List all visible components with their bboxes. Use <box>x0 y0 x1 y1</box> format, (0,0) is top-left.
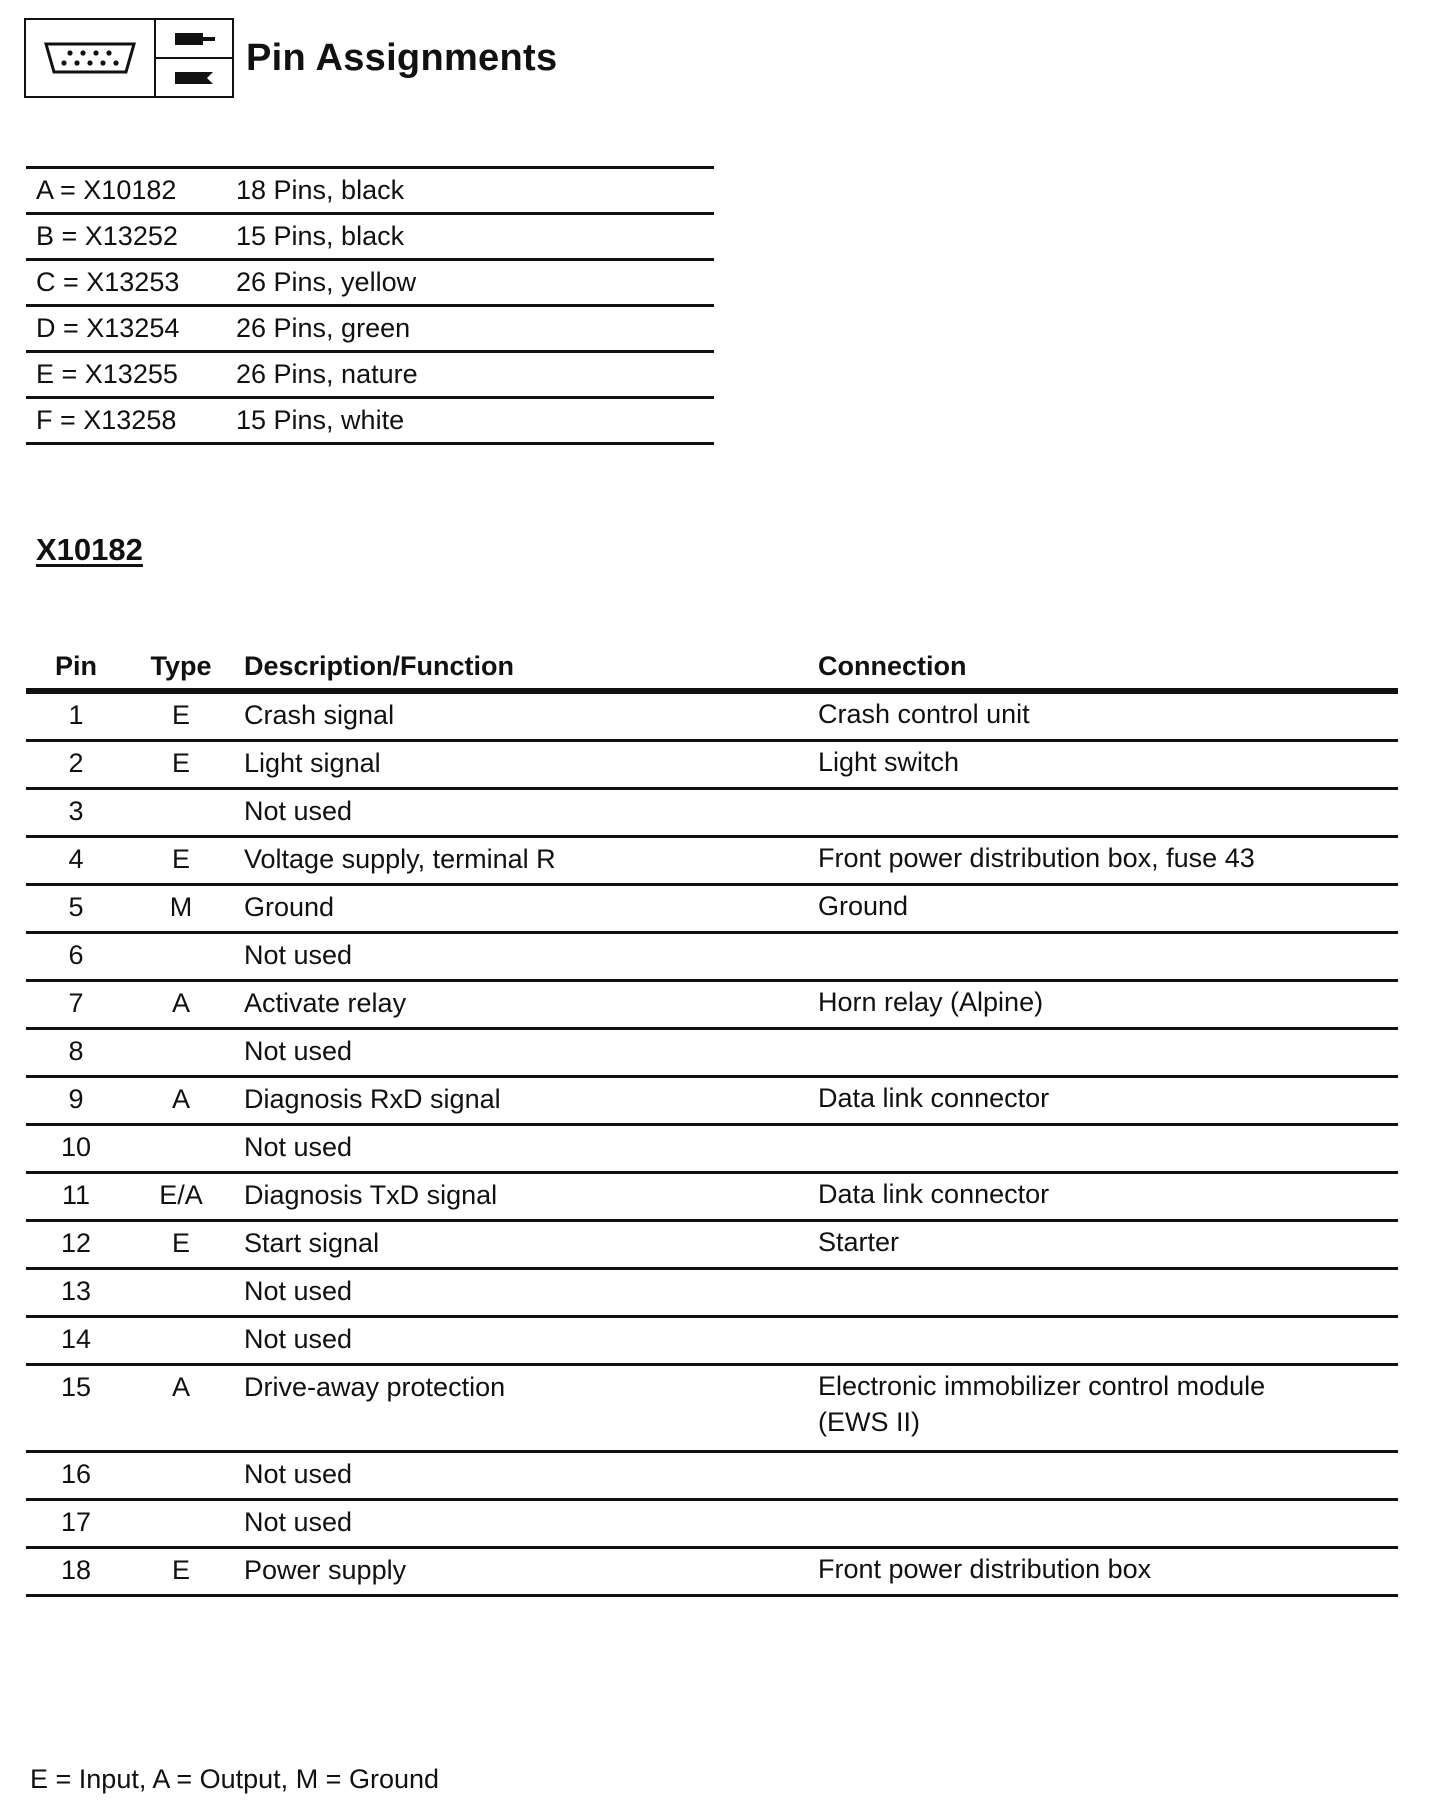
connector-icon <box>26 20 156 96</box>
pin-number: 3 <box>68 796 84 826</box>
table-row <box>26 1174 1398 1222</box>
connector-description: 26 Pins, nature <box>236 359 418 389</box>
pin-type: E <box>171 700 190 730</box>
connector-row <box>26 215 714 261</box>
pin-table <box>26 644 1398 1597</box>
pin-type <box>126 1501 236 1546</box>
pin-type <box>126 1030 236 1075</box>
pin-description: Ground <box>244 892 335 922</box>
table-row <box>26 790 1398 838</box>
pin-number: 11 <box>61 1180 91 1210</box>
pin-connection <box>818 1497 1398 1546</box>
pin-connection: Data link connector <box>818 1179 1050 1209</box>
header-pin: Pin <box>54 650 97 681</box>
pin-description: Not used <box>244 1036 353 1066</box>
table-row <box>26 934 1398 982</box>
table-row <box>26 694 1398 742</box>
connector-id: A = X10182 <box>36 175 177 205</box>
pin-type: A <box>171 1084 190 1114</box>
pin-number: 1 <box>68 700 84 730</box>
connector-row <box>26 169 714 215</box>
pin-number: 10 <box>60 1132 92 1162</box>
table-row <box>26 1030 1398 1078</box>
page-title: Pin Assignments <box>246 36 558 79</box>
pin-number: 2 <box>68 748 84 778</box>
table-row <box>26 1453 1398 1501</box>
pin-connection <box>818 786 1398 835</box>
pin-description: Not used <box>244 1459 353 1489</box>
pin-number: 12 <box>60 1228 92 1258</box>
pin-type: A <box>171 988 190 1018</box>
pin-type: E <box>171 748 190 778</box>
table-header <box>26 644 1398 694</box>
section-title: X10182 <box>36 532 143 567</box>
pin-description: Power supply <box>244 1555 407 1585</box>
table-row <box>26 982 1398 1030</box>
pin-number: 9 <box>68 1084 84 1114</box>
pin-connection <box>818 1026 1398 1075</box>
connector-description: 15 Pins, black <box>236 221 405 251</box>
header-description: Description/Function <box>244 650 514 681</box>
pin-number: 17 <box>60 1507 92 1537</box>
pin-connection <box>818 1266 1398 1315</box>
socket-icon <box>156 59 232 96</box>
pin-type: A <box>171 1372 190 1402</box>
connector-id: F = X13258 <box>36 405 177 435</box>
pin-number: 7 <box>68 988 84 1018</box>
pin-connection <box>818 930 1398 979</box>
pin-type: E/A <box>159 1180 203 1210</box>
page-header <box>24 16 557 100</box>
connector-row <box>26 353 714 399</box>
pin-connection: Light switch <box>818 747 960 777</box>
table-row <box>26 886 1398 934</box>
pin-connection: Front power distribution box <box>818 1554 1152 1584</box>
header-type: Type <box>150 650 212 681</box>
pin-type: E <box>171 1555 190 1585</box>
table-row <box>26 1270 1398 1318</box>
pin-connection: Horn relay (Alpine) <box>818 987 1044 1017</box>
pin-type: M <box>169 892 193 922</box>
pin-description: Not used <box>244 796 353 826</box>
pin-connection: Ground <box>818 891 909 921</box>
connector-id: B = X13252 <box>36 221 178 251</box>
pin-description: Not used <box>244 1324 353 1354</box>
connector-description: 26 Pins, green <box>236 313 411 343</box>
pin-description: Crash signal <box>244 700 395 730</box>
pin-type <box>126 1453 236 1498</box>
connector-id: C = X13253 <box>36 267 180 297</box>
pin-connection <box>818 1122 1398 1171</box>
table-row <box>26 1222 1398 1270</box>
pin-number: 14 <box>60 1324 92 1354</box>
pin-description: Not used <box>244 940 353 970</box>
pin-number: 15 <box>60 1372 92 1402</box>
connector-table <box>26 166 714 445</box>
connector-description: 15 Pins, white <box>236 405 405 435</box>
pin-type <box>126 1126 236 1171</box>
pin-type: E <box>171 1228 190 1258</box>
pin-number: 13 <box>60 1276 92 1306</box>
pin-type <box>126 1270 236 1315</box>
pin-connection <box>818 1314 1398 1363</box>
type-legend: E = Input, A = Output, M = Ground <box>30 1764 440 1794</box>
pin-description: Not used <box>244 1507 353 1537</box>
pin-connection: Crash control unit <box>818 699 1030 729</box>
pin-connection-line: (EWS II) <box>818 1407 920 1437</box>
pin-description: Diagnosis TxD signal <box>244 1180 498 1210</box>
pin-connection <box>818 1449 1398 1498</box>
pin-description: Voltage supply, terminal R <box>244 844 556 874</box>
pin-description: Drive-away protection <box>244 1372 506 1402</box>
plug-socket-icon <box>156 20 232 96</box>
pin-description: Start signal <box>244 1228 380 1258</box>
pin-description: Diagnosis RxD signal <box>244 1084 501 1114</box>
table-row <box>26 1318 1398 1366</box>
table-row <box>26 1126 1398 1174</box>
connector-row <box>26 307 714 353</box>
pin-description: Not used <box>244 1132 353 1162</box>
pin-number: 4 <box>68 844 84 874</box>
connector-id: E = X13255 <box>36 359 178 389</box>
pin-number: 6 <box>68 940 84 970</box>
plug-icon <box>156 20 232 59</box>
table-row <box>26 742 1398 790</box>
pin-type <box>126 934 236 979</box>
pin-number: 18 <box>60 1555 92 1585</box>
pin-connection <box>818 1362 1398 1450</box>
connector-description: 26 Pins, yellow <box>236 267 417 297</box>
pin-connection-line: Electronic immobilizer control module <box>818 1371 1266 1401</box>
pin-connection: Data link connector <box>818 1083 1050 1113</box>
table-row <box>26 1549 1398 1597</box>
pin-number: 5 <box>68 892 84 922</box>
table-row <box>26 1366 1398 1453</box>
pin-number: 8 <box>68 1036 84 1066</box>
pin-connection: Starter <box>818 1227 900 1257</box>
connector-description: 18 Pins, black <box>236 175 405 205</box>
header-connection: Connection <box>818 651 967 681</box>
table-row <box>26 838 1398 886</box>
pin-connection: Front power distribution box, fuse 43 <box>818 843 1255 873</box>
pin-number: 16 <box>60 1459 92 1489</box>
logo <box>24 18 234 98</box>
connector-id: D = X13254 <box>36 313 180 343</box>
table-row <box>26 1078 1398 1126</box>
pin-description: Activate relay <box>244 988 407 1018</box>
pin-type <box>126 1318 236 1363</box>
pin-type <box>126 790 236 835</box>
connector-row <box>26 399 714 445</box>
table-row <box>26 1501 1398 1549</box>
pin-type: E <box>171 844 190 874</box>
pin-description: Not used <box>244 1276 353 1306</box>
pin-description: Light signal <box>244 748 381 778</box>
connector-row <box>26 261 714 307</box>
